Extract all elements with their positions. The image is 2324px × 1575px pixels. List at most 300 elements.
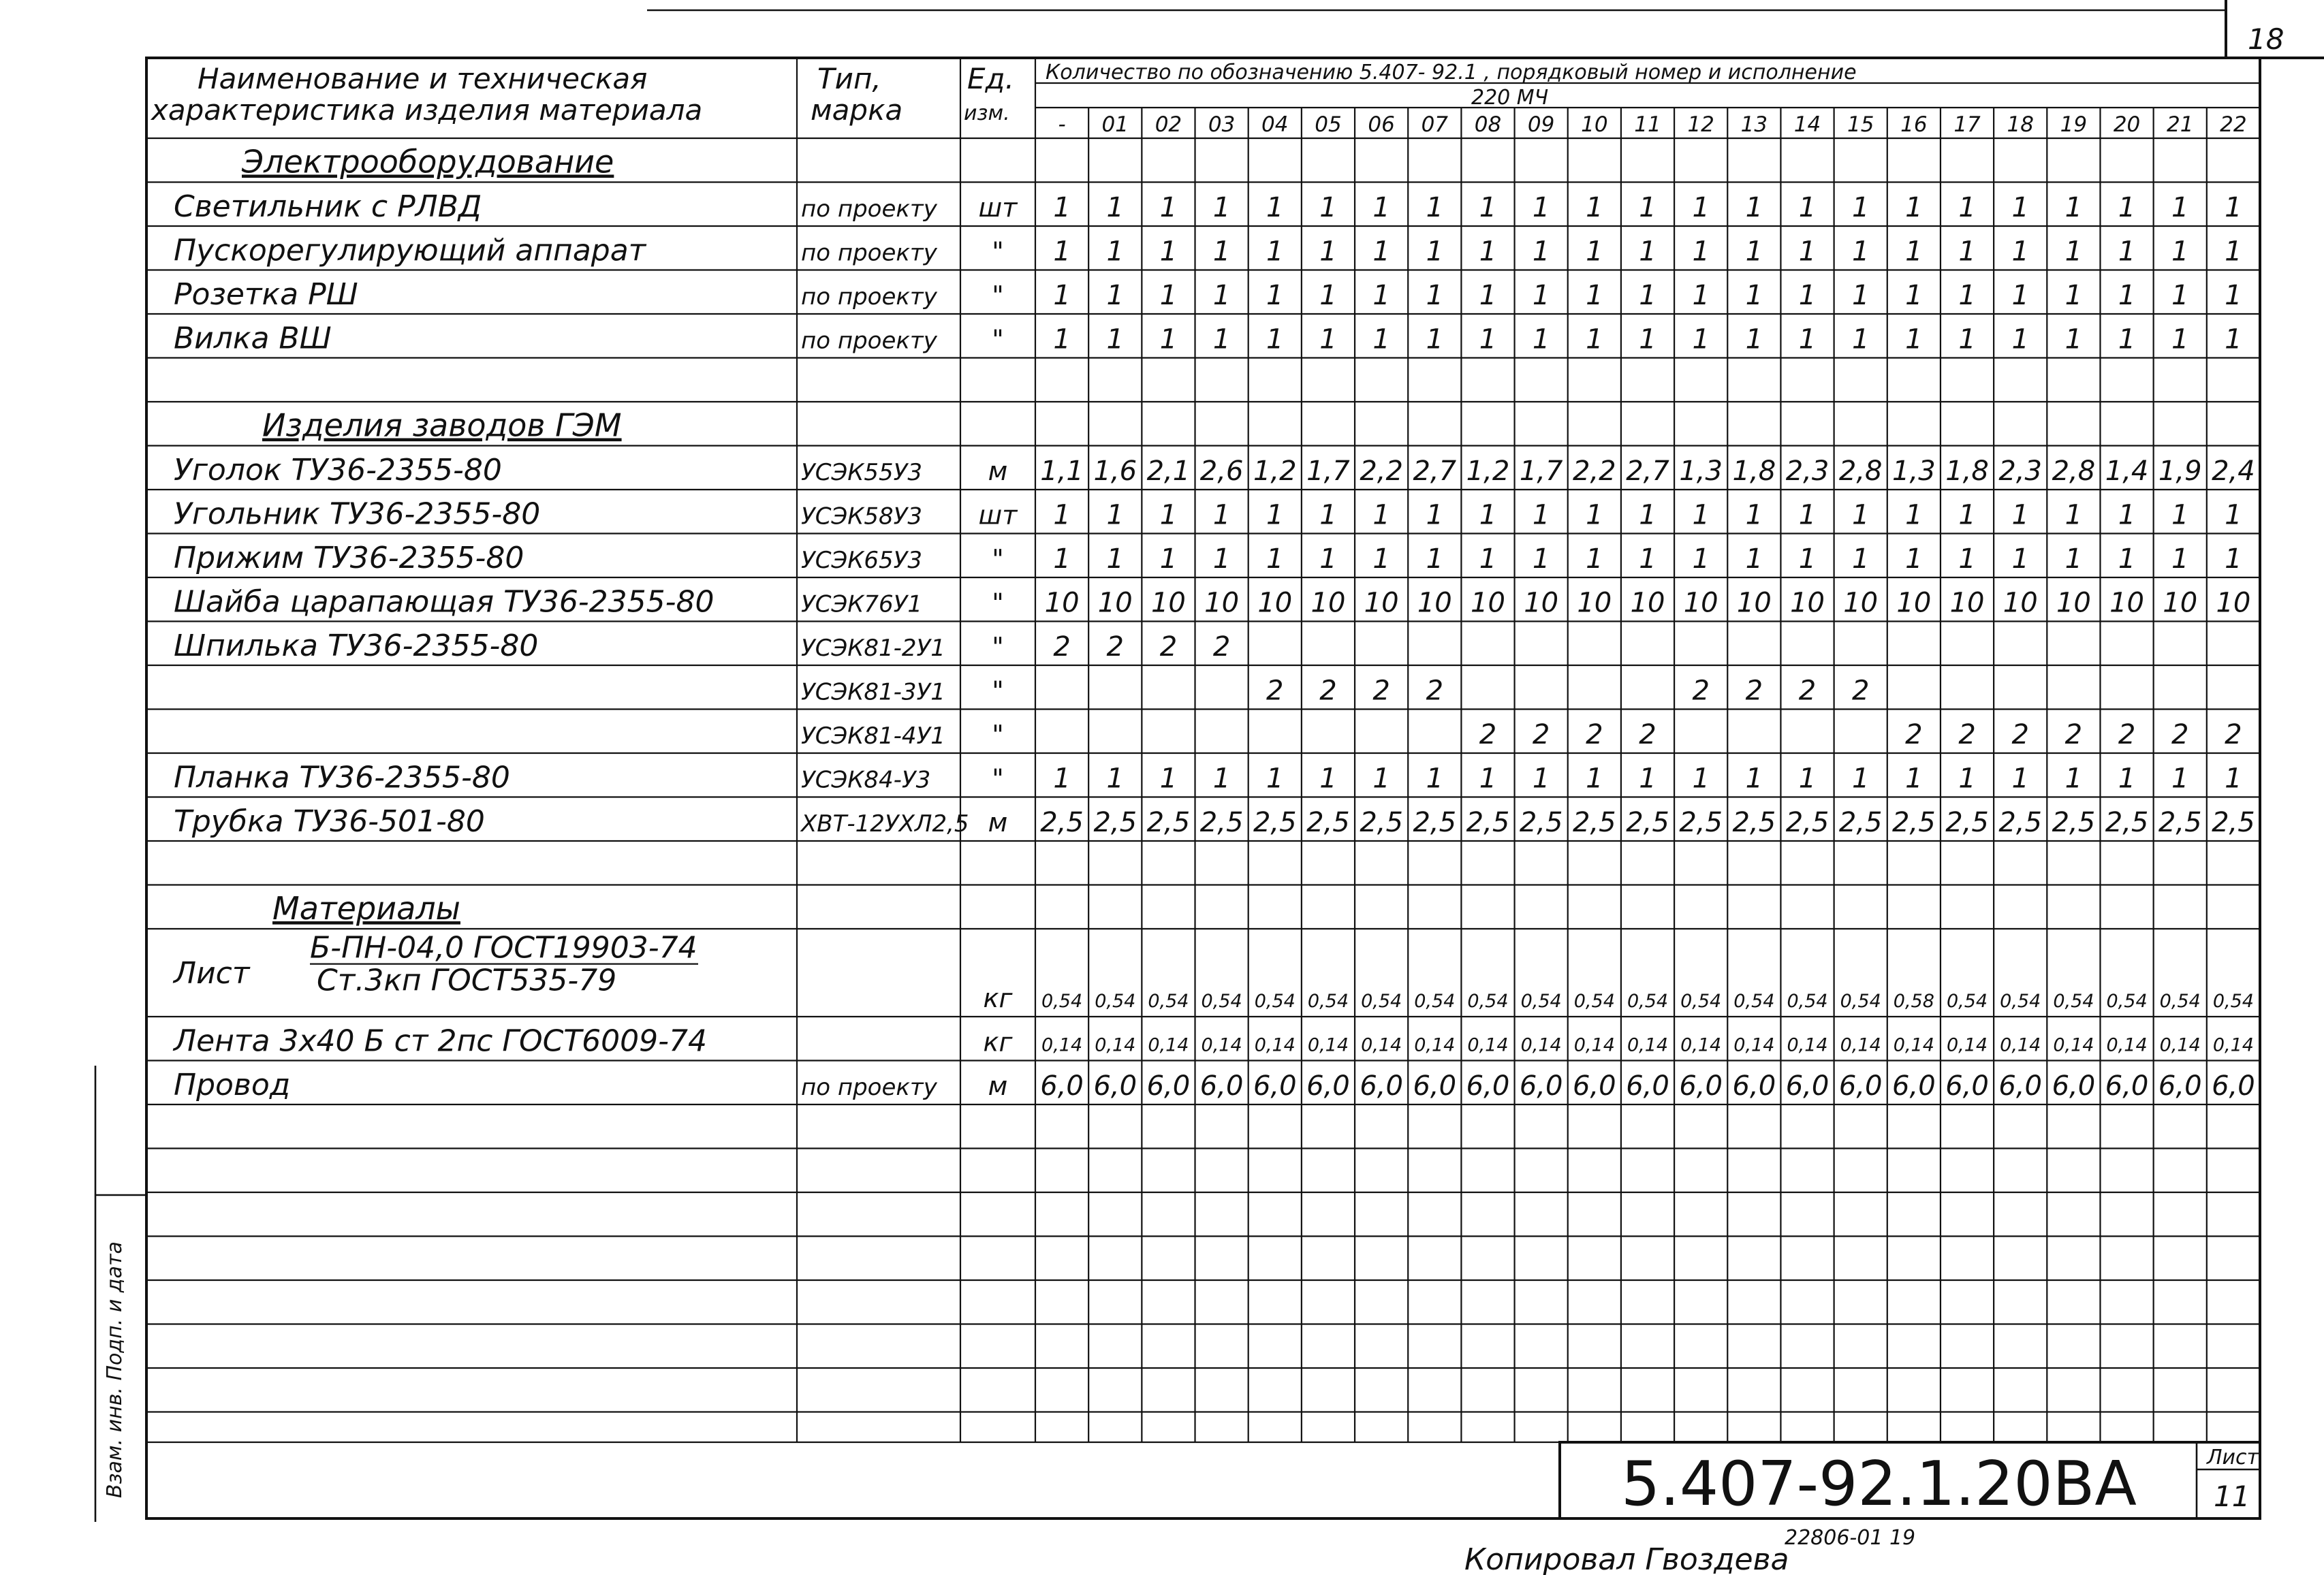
quantity-value: 6,0 [1306, 1070, 1350, 1102]
quantity-value: 2,5 [1732, 807, 1776, 838]
quantity-value: 1 [2118, 280, 2136, 311]
quantity-value: 2,3 [1785, 456, 1830, 487]
quantity-value: 0,54 [1787, 991, 1828, 1012]
column-number: 11 [1634, 112, 1661, 137]
quantity-value: 1 [1159, 323, 1178, 355]
quantity-value: 1,3 [1679, 456, 1723, 487]
header-unit-line2: изм. [964, 101, 1010, 125]
column-number: 14 [1793, 112, 1821, 137]
quantity-value: 0,54 [1733, 991, 1775, 1012]
quantity-value: 0,14 [2053, 1034, 2094, 1056]
column-number: 19 [2060, 112, 2088, 137]
quantity-value: 10 [1896, 587, 1932, 619]
margin-stamp-text: Взам. инв. Подп. и дата [103, 1241, 127, 1498]
quantity-value: 2 [2171, 719, 2189, 750]
quantity-value: 1 [1372, 543, 1390, 575]
quantity-value: 1 [1905, 499, 1923, 531]
quantity-value: 0,14 [1520, 1034, 1562, 1056]
quantity-value: 6,0 [1732, 1070, 1776, 1102]
quantity-value: 1 [1745, 763, 1763, 795]
item-name: Прижим ТУ36-2355-80 [174, 541, 524, 575]
quantity-value: 0,14 [1467, 1034, 1509, 1056]
quantity-value: 2,6 [1199, 456, 1244, 487]
quantity-value: 1 [1266, 499, 1284, 531]
quantity-value: 1 [2171, 323, 2189, 355]
quantity-value: 6,0 [1679, 1070, 1723, 1102]
quantity-value: 1 [1319, 192, 1337, 223]
quantity-value: 1 [1798, 236, 1817, 268]
quantity-value: 1 [1372, 236, 1390, 268]
quantity-value: 2,5 [1679, 807, 1723, 838]
quantity-value: 1 [1479, 323, 1497, 355]
quantity-value: 1 [2225, 499, 2242, 531]
quantity-value: 6,0 [1093, 1070, 1137, 1102]
quantity-value: 2 [1586, 719, 1603, 750]
quantity-value: 1 [1106, 543, 1124, 575]
quantity-value: 1 [1106, 192, 1124, 223]
quantity-value: 1 [1532, 236, 1550, 268]
quantity-value: 1 [2118, 323, 2136, 355]
quantity-value: 10 [1843, 587, 1879, 619]
quantity-value: 2 [1266, 675, 1284, 707]
quantity-value: 0,14 [1041, 1034, 1083, 1056]
item-type: УСЭК81-2У1 [801, 635, 945, 662]
item-name: Пускорегулирующий аппарат [174, 233, 646, 268]
quantity-value: 2,5 [2158, 807, 2202, 838]
quantity-value: 1 [2118, 236, 2136, 268]
quantity-value: 6,0 [1838, 1070, 1883, 1102]
item-name: Уголок ТУ36-2355-80 [174, 453, 502, 488]
quantity-value: 1 [1586, 192, 1603, 223]
quantity-value: 1 [2225, 323, 2242, 355]
quantity-value: 0,54 [2212, 991, 2254, 1012]
quantity-value: 10 [1630, 587, 1665, 619]
quantity-value: 0,14 [1680, 1034, 1722, 1056]
quantity-value: 1 [1159, 192, 1178, 223]
quantity-value: 1 [2225, 236, 2242, 268]
quantity-value: 1 [1586, 323, 1603, 355]
quantity-value: 1 [1586, 543, 1603, 575]
quantity-value: 2,1 [1146, 456, 1191, 487]
sheet-number-top: 18 [2248, 22, 2284, 56]
quantity-value: 1 [1212, 499, 1231, 531]
quantity-value: 1 [1798, 763, 1817, 795]
quantity-value: 1 [1053, 543, 1071, 575]
quantity-value: 1 [2064, 280, 2083, 311]
quantity-value: 1 [1745, 499, 1763, 531]
quantity-value: 1 [1479, 280, 1497, 311]
quantity-value: 2,2 [1360, 456, 1403, 487]
quantity-value: 6,0 [1626, 1070, 1669, 1102]
quantity-value: 1 [1159, 763, 1178, 795]
quantity-value: 1 [1586, 499, 1603, 531]
header-unit-line1: Ед. [967, 62, 1014, 95]
quantity-value: 2 [1372, 675, 1390, 707]
item-unit: " [992, 763, 1004, 794]
quantity-value: 6,0 [1413, 1070, 1457, 1102]
quantity-value: 1 [1798, 280, 1817, 311]
column-number: 12 [1687, 112, 1714, 137]
quantity-value: 1 [1905, 323, 1923, 355]
quantity-value: 10 [1524, 587, 1559, 619]
column-number: 05 [1315, 112, 1342, 137]
quantity-value: 1 [2225, 763, 2242, 795]
quantity-value: 1 [1586, 236, 1603, 268]
quantity-value: 2 [2118, 719, 2136, 750]
quantity-value: 2,5 [1040, 807, 1084, 838]
quantity-value: 2 [2011, 719, 2029, 750]
quantity-value: 10 [1949, 587, 1985, 619]
quantity-value: 1 [1905, 543, 1923, 575]
quantity-value: 0,14 [1893, 1034, 1934, 1056]
quantity-value: 2 [1798, 675, 1817, 707]
quantity-value: 1 [1851, 543, 1870, 575]
quantity-value: 1 [2118, 192, 2136, 223]
quantity-value: 1 [1851, 323, 1870, 355]
quantity-value: 2,5 [1199, 807, 1244, 838]
quantity-value: 1 [2171, 763, 2189, 795]
item-spec-line2: Ст.3кп ГОСТ535-79 [317, 963, 617, 998]
quantity-value: 1 [1532, 323, 1550, 355]
column-number: 16 [1900, 112, 1928, 137]
quantity-value: 1 [1745, 543, 1763, 575]
quantity-value: 1 [1266, 280, 1284, 311]
quantity-value: 1 [1479, 499, 1497, 531]
quantity-value: 1 [1692, 763, 1710, 795]
quantity-value: 2,5 [1838, 807, 1883, 838]
quantity-value: 0,54 [1414, 991, 1456, 1012]
quantity-value: 0,54 [1946, 991, 1988, 1012]
quantity-value: 2 [1532, 719, 1550, 750]
quantity-value: 2 [1212, 631, 1231, 663]
quantity-value: 1 [1958, 543, 1976, 575]
item-name: Шайба царапающая ТУ36-2355-80 [174, 584, 715, 620]
quantity-value: 1 [2064, 192, 2083, 223]
quantity-value: 0,14 [1414, 1034, 1456, 1056]
quantity-value: 1 [2118, 543, 2136, 575]
section-title: Материалы [272, 890, 460, 927]
column-number: 03 [1208, 112, 1236, 137]
quantity-value: 1 [1212, 192, 1231, 223]
sheet-number: 11 [2214, 1480, 2250, 1513]
quantity-value: 1 [2011, 763, 2029, 795]
quantity-value: 1 [1266, 323, 1284, 355]
quantity-value: 2 [1851, 675, 1870, 707]
quantity-value: 2,4 [2212, 456, 2255, 487]
quantity-value: 1 [1053, 280, 1071, 311]
quantity-value: 0,14 [1201, 1034, 1242, 1056]
header-name-line1: Наименование и техническая [198, 62, 648, 95]
quantity-value: 1 [2064, 763, 2083, 795]
quantity-value: 1 [1426, 323, 1444, 355]
quantity-value: 10 [1310, 587, 1346, 619]
quantity-value: 2,5 [2052, 807, 2096, 838]
quantity-value: 1 [1798, 323, 1817, 355]
header-type-line1: Тип, [817, 62, 881, 95]
quantity-value: 2 [1479, 719, 1497, 750]
header-name-line2: характеристика изделия материала [151, 93, 703, 127]
quantity-value: 0,54 [1148, 991, 1189, 1012]
quantity-value: 2,5 [2212, 807, 2255, 838]
quantity-value: 2,5 [1413, 807, 1457, 838]
quantity-value: 1 [1905, 280, 1923, 311]
quantity-value: 1 [1426, 763, 1444, 795]
quantity-value: 1 [1053, 236, 1071, 268]
quantity-value: 6,0 [1785, 1070, 1830, 1102]
quantity-value: 10 [1577, 587, 1612, 619]
item-type: УСЭК58У3 [801, 503, 922, 530]
item-name: Вилка ВШ [174, 321, 332, 356]
quantity-value: 1 [2225, 192, 2242, 223]
quantity-value: 1 [1212, 543, 1231, 575]
quantity-value: 2 [1106, 631, 1124, 663]
quantity-value: 1 [1426, 236, 1444, 268]
item-type: УСЭК81-4У1 [801, 722, 945, 750]
document-designation: 5.407-92.1.20ВА [1621, 1448, 2137, 1520]
table-grid [146, 58, 2260, 1442]
quantity-value: 1,7 [1306, 456, 1350, 487]
quantity-value: 1 [2171, 192, 2189, 223]
quantity-value: 1 [1692, 499, 1710, 531]
item-name: Провод [174, 1068, 291, 1102]
quantity-value: 0,14 [1095, 1034, 1136, 1056]
quantity-value: 10 [1097, 587, 1133, 619]
quantity-value: 1 [1372, 323, 1390, 355]
quantity-value: 1 [1159, 236, 1178, 268]
quantity-value: 1 [1319, 280, 1337, 311]
quantity-value: 1 [1692, 192, 1710, 223]
quantity-value: 2,5 [1945, 807, 1989, 838]
column-number: 08 [1474, 112, 1502, 137]
quantity-value: 1 [1958, 763, 1976, 795]
item-unit: " [992, 675, 1004, 706]
quantity-value: 0,54 [1041, 991, 1083, 1012]
quantity-value: 1 [1639, 280, 1656, 311]
item-type: УСЭК81-3У1 [801, 678, 945, 706]
quantity-value: 1,4 [2105, 456, 2149, 487]
quantity-value: 0,14 [2106, 1034, 2148, 1056]
column-number: 01 [1101, 112, 1129, 137]
column-number: 21 [2167, 112, 2194, 137]
quantity-value: 1 [1372, 499, 1390, 531]
quantity-value: 1 [1851, 192, 1870, 223]
quantity-value: 2 [1958, 719, 1976, 750]
quantity-value: 1,2 [1466, 456, 1510, 487]
quantity-value: 1 [2011, 543, 2029, 575]
copied-by-signature: Копировал Гвоздева [1464, 1542, 1789, 1575]
quantity-value: 0,14 [1573, 1034, 1615, 1056]
inventory-number: 22806-01 19 [1785, 1526, 1916, 1550]
quantity-value: 2,5 [1360, 807, 1403, 838]
item-unit: шт [978, 500, 1018, 530]
quantity-value: 1 [1905, 192, 1923, 223]
quantity-value: 1 [1479, 236, 1497, 268]
quantity-value: 1 [2011, 323, 2029, 355]
column-number: 07 [1421, 112, 1449, 137]
quantity-value: 0,54 [2000, 991, 2041, 1012]
quantity-value: 2,3 [1998, 456, 2043, 487]
quantity-value: 2,5 [1466, 807, 1510, 838]
quantity-value: 1,2 [1253, 456, 1297, 487]
quantity-value: 1 [1745, 192, 1763, 223]
quantity-value: 10 [2056, 587, 2091, 619]
item-name: Светильник с РЛВД [174, 189, 482, 224]
quantity-value: 1 [2064, 543, 2083, 575]
quantity-value: 1 [1745, 280, 1763, 311]
quantity-value: 2,7 [1413, 456, 1457, 487]
quantity-value: 0,54 [1095, 991, 1136, 1012]
quantity-value: 6,0 [1199, 1070, 1244, 1102]
quantity-value: 1 [2064, 499, 2083, 531]
item-type: УСЭК55У3 [801, 459, 922, 486]
quantity-value: 1 [1372, 763, 1390, 795]
column-number: 20 [2113, 112, 2141, 137]
quantity-value: 1 [1212, 280, 1231, 311]
quantity-value: 1 [1639, 236, 1656, 268]
quantity-value: 1 [1958, 236, 1976, 268]
quantity-value: 1 [1639, 192, 1656, 223]
quantity-value: 0,54 [1573, 991, 1615, 1012]
quantity-value: 1 [1958, 323, 1976, 355]
column-number: 22 [2220, 112, 2247, 137]
quantity-value: 1 [2011, 280, 2029, 311]
quantity-value: 10 [1417, 587, 1452, 619]
quantity-value: 1 [1851, 763, 1870, 795]
quantity-value: 2,7 [1626, 456, 1669, 487]
column-number: - [1058, 112, 1066, 137]
quantity-value: 0,14 [1148, 1034, 1189, 1056]
quantity-value: 1 [1692, 323, 1710, 355]
quantity-value: 1 [1692, 236, 1710, 268]
quantity-value: 1,6 [1093, 456, 1137, 487]
quantity-value: 6,0 [1892, 1070, 1936, 1102]
quantity-value: 2,5 [1998, 807, 2043, 838]
item-unit: " [992, 324, 1004, 355]
item-unit: " [992, 720, 1004, 750]
quantity-value: 6,0 [1945, 1070, 1989, 1102]
quantity-value: 1,1 [1040, 456, 1084, 487]
quantity-value: 1 [1106, 236, 1124, 268]
quantity-value: 1 [1692, 543, 1710, 575]
item-type: по проекту [801, 239, 937, 267]
quantity-value: 1 [1319, 323, 1337, 355]
quantity-value: 1 [2011, 192, 2029, 223]
quantity-value: 1 [1479, 192, 1497, 223]
column-number: 18 [2007, 112, 2034, 137]
quantity-value: 0,14 [1254, 1034, 1296, 1056]
item-type: УСЭК84-У3 [801, 766, 931, 794]
quantity-value: 1 [1639, 499, 1656, 531]
quantity-value: 1 [1106, 280, 1124, 311]
item-name: Трубка ТУ36-501-80 [174, 804, 485, 839]
column-number: 02 [1155, 112, 1182, 137]
quantity-value: 2 [2225, 719, 2242, 750]
quantity-value: 0,54 [1201, 991, 1242, 1012]
column-number: 15 [1847, 112, 1874, 137]
quantity-value: 2,5 [1519, 807, 1563, 838]
quantity-value: 0,58 [1893, 991, 1934, 1012]
quantity-value: 0,54 [1680, 991, 1722, 1012]
quantity-value: 1 [1586, 763, 1603, 795]
item-unit: " [992, 544, 1004, 574]
quantity-value: 2,5 [1892, 807, 1936, 838]
quantity-value: 1 [1372, 280, 1390, 311]
quantity-value: 1 [1851, 280, 1870, 311]
quantity-value: 1 [1106, 763, 1124, 795]
quantity-value: 2 [2064, 719, 2083, 750]
quantity-value: 2 [1745, 675, 1763, 707]
quantity-value: 1 [2011, 499, 2029, 531]
quantity-value: 1 [1798, 192, 1817, 223]
quantity-value: 1 [2225, 543, 2242, 575]
quantity-value: 1 [1798, 499, 1817, 531]
quantity-value: 6,0 [2052, 1070, 2096, 1102]
quantity-value: 1 [1159, 499, 1178, 531]
quantity-value: 2,5 [2105, 807, 2149, 838]
quantity-value: 1 [1053, 763, 1071, 795]
item-spec-line1: Б-ПН-04,0 ГОСТ19903-74 [310, 930, 697, 966]
header-type-line2: марка [811, 93, 903, 127]
quantity-value: 2,5 [1785, 807, 1830, 838]
quantity-value: 1 [1798, 543, 1817, 575]
quantity-value: 0,54 [1627, 991, 1669, 1012]
quantity-value: 2,5 [1306, 807, 1350, 838]
column-number: 10 [1581, 112, 1608, 137]
quantity-value: 0,54 [1307, 991, 1349, 1012]
quantity-value: 1 [2171, 499, 2189, 531]
quantity-value: 2,8 [2052, 456, 2096, 487]
item-name: Шпилька ТУ36-2355-80 [174, 629, 539, 663]
header-qty-title: Количество по обозначению 5.407- 92.1 , порядковый номер и исполнение [1046, 61, 1857, 84]
quantity-value: 10 [1364, 587, 1399, 619]
quantity-value: 1 [1106, 323, 1124, 355]
quantity-value: 1 [1266, 236, 1284, 268]
quantity-value: 1 [1319, 499, 1337, 531]
quantity-value: 1 [1958, 280, 1976, 311]
column-number: 13 [1740, 112, 1768, 137]
quantity-value: 0,14 [2212, 1034, 2254, 1056]
quantity-value: 1 [1106, 499, 1124, 531]
quantity-value: 1 [1639, 323, 1656, 355]
quantity-value: 1 [2171, 236, 2189, 268]
quantity-value: 2 [1053, 631, 1071, 663]
item-type: по проекту [801, 1074, 937, 1101]
quantity-value: 1 [1851, 499, 1870, 531]
quantity-value: 6,0 [2158, 1070, 2202, 1102]
quantity-value: 1 [2064, 236, 2083, 268]
quantity-value: 0,14 [1787, 1034, 1828, 1056]
header-qty-subtitle: 220 МЧ [1471, 86, 1549, 110]
quantity-value: 0,14 [2000, 1034, 2041, 1056]
quantity-value: 10 [2163, 587, 2198, 619]
quantity-value: 1 [2011, 236, 2029, 268]
item-type: по проекту [801, 283, 937, 311]
item-type: УСЭК76У1 [801, 590, 922, 618]
quantity-value: 6,0 [1146, 1070, 1191, 1102]
quantity-value: 2,8 [1838, 456, 1883, 487]
quantity-value: 6,0 [1360, 1070, 1403, 1102]
quantity-value: 1 [1319, 236, 1337, 268]
item-unit: " [992, 632, 1004, 662]
quantity-value: 0,14 [2159, 1034, 2201, 1056]
quantity-value: 1 [1319, 763, 1337, 795]
quantity-value: 0,54 [1840, 991, 1881, 1012]
quantity-value: 6,0 [1519, 1070, 1563, 1102]
item-unit: " [992, 588, 1004, 618]
column-number: 06 [1368, 112, 1395, 137]
quantity-value: 1 [1212, 323, 1231, 355]
quantity-value: 2,2 [1573, 456, 1616, 487]
